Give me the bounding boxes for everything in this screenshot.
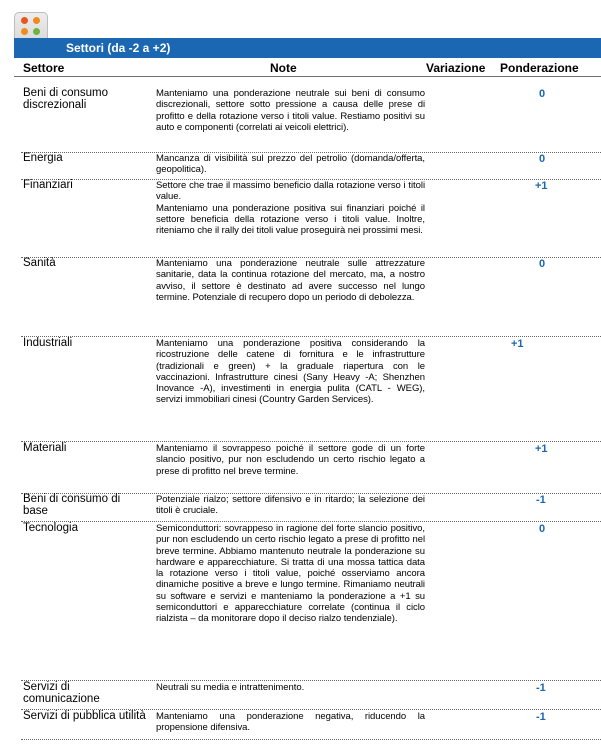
sector-note: Manteniamo il sovrappeso poiché il settore gode di un forte slancio positivo, pur non escludendo un certo rischio legato a prese di profitto nel breve termine.: [156, 443, 425, 477]
weighting-value: -1: [536, 682, 546, 694]
table-row: [21, 682, 601, 710]
column-header-variation: Variazione: [426, 61, 486, 75]
weighting-value: +1: [535, 180, 548, 192]
table-row: [21, 338, 601, 442]
weighting-value: -1: [536, 494, 546, 506]
sector-note: Manteniamo una ponderazione negativa, riducendo la propensione difensiva.: [156, 711, 425, 734]
sector-name: Finanziari: [23, 179, 73, 191]
column-header-sector: Settore: [23, 61, 65, 75]
logo-dot-red: [21, 17, 28, 24]
variation-value: +1: [511, 338, 524, 350]
sector-name: Beni di consumo discrezionali: [23, 87, 109, 111]
table-row: [21, 443, 601, 494]
sector-note: Potenziale rialzo; settore difensivo e in ritardo; la selezione dei titoli è cruciale.: [156, 494, 425, 517]
sector-name: Sanità: [23, 257, 56, 269]
weighting-value: -1: [536, 711, 546, 723]
logo-dot-orange: [21, 28, 28, 35]
sector-note: Mancanza di visibilità sul prezzo del petrolio (domanda/offerta, geopolitica).: [156, 153, 425, 176]
table-header: [14, 59, 601, 77]
table-row: [21, 88, 601, 153]
sector-note: Semiconduttori: sovrappeso in ragione del forte slancio positivo, pur non escludendo un certo rischio legato a prese di profitto nel breve termine. Abbiamo mantenuto neutrale la ponderazione su hardware e apparecchiature. Si tratta di una mossa tattica data la rotazione verso i titoli value, poiché osserviamo ancora dinamiche positive a breve e lungo termine. Rimaniamo neutrali su software e servizi e manteniamo la ponderazione a +1 su semiconduttori e apparecchiature correlate (continua il ciclo rialzista – da monitorare dopo il deciso rialzo tendenziale).: [156, 523, 425, 625]
weighting-value: 0: [539, 88, 546, 100]
sector-note: Manteniamo una ponderazione neutrale sulle attrezzature sanitarie, data la continua rotazione del mercato, ma, a nostro avviso, il settore è destinato ad avere successo nel lungo termine. Potenziale di recupero dopo un periodo di debolezza.: [156, 258, 425, 303]
logo-dot-green: [33, 28, 40, 35]
table-row: [21, 153, 601, 180]
sector-name: Servizi di pubblica utilità: [23, 710, 146, 722]
sector-name: Materiali: [23, 442, 67, 454]
weighting-value: +1: [535, 443, 548, 455]
table-row: [21, 523, 601, 681]
weighting-value: 0: [539, 523, 546, 535]
column-header-weighting: Ponderazione: [500, 61, 579, 75]
table-row: [21, 711, 601, 740]
sector-note: Manteniamo una ponderazione positiva considerando la ricostruzione delle catene di fornitura e le infrastrutture (tradizionali e green) + la graduale riapertura con le vaccinazioni. Infrastrutture cinesi (Sany Heavy -A; Shenzhen Inovance -A), investimenti in energia pulita (CATL - WEG), servizi immobiliari cinesi (Country Garden Services).: [156, 338, 425, 406]
table-row: [21, 494, 601, 522]
logo-dot-orange: [33, 17, 40, 24]
sector-name: Beni di consumo di base: [23, 493, 121, 517]
sector-name: Energia: [23, 152, 63, 164]
weighting-value: 0: [539, 258, 546, 270]
sector-note: Settore che trae il massimo beneficio dalla rotazione verso i titoli value. Manteniamo una ponderazione positiva sui finanziari poiché il settore beneficia della rotazione verso i titoli value. Inoltre, riteniamo che il rally dei titoli value proseguirà nei prossimi mesi.: [156, 180, 425, 237]
sector-name: Servizi di comunicazione: [23, 681, 100, 705]
weighting-value: 0: [539, 153, 546, 165]
sector-name: Tecnologia: [23, 522, 78, 534]
table-row: [21, 258, 601, 337]
page-title: Settori (da -2 a +2): [66, 41, 171, 55]
sector-note: Manteniamo una ponderazione neutrale sui beni di consumo discrezionali, settore sotto pressione a causa delle prese di profitto e della rotazione verso i titoli value. Restiamo positivi su auto e componenti (correlati ai veicoli elettrici).: [156, 88, 425, 133]
sector-note: Neutrali su media e intrattenimento.: [156, 682, 305, 693]
sector-name: Industriali: [23, 337, 73, 349]
column-header-notes: Note: [270, 61, 297, 75]
table-row: [21, 180, 601, 258]
